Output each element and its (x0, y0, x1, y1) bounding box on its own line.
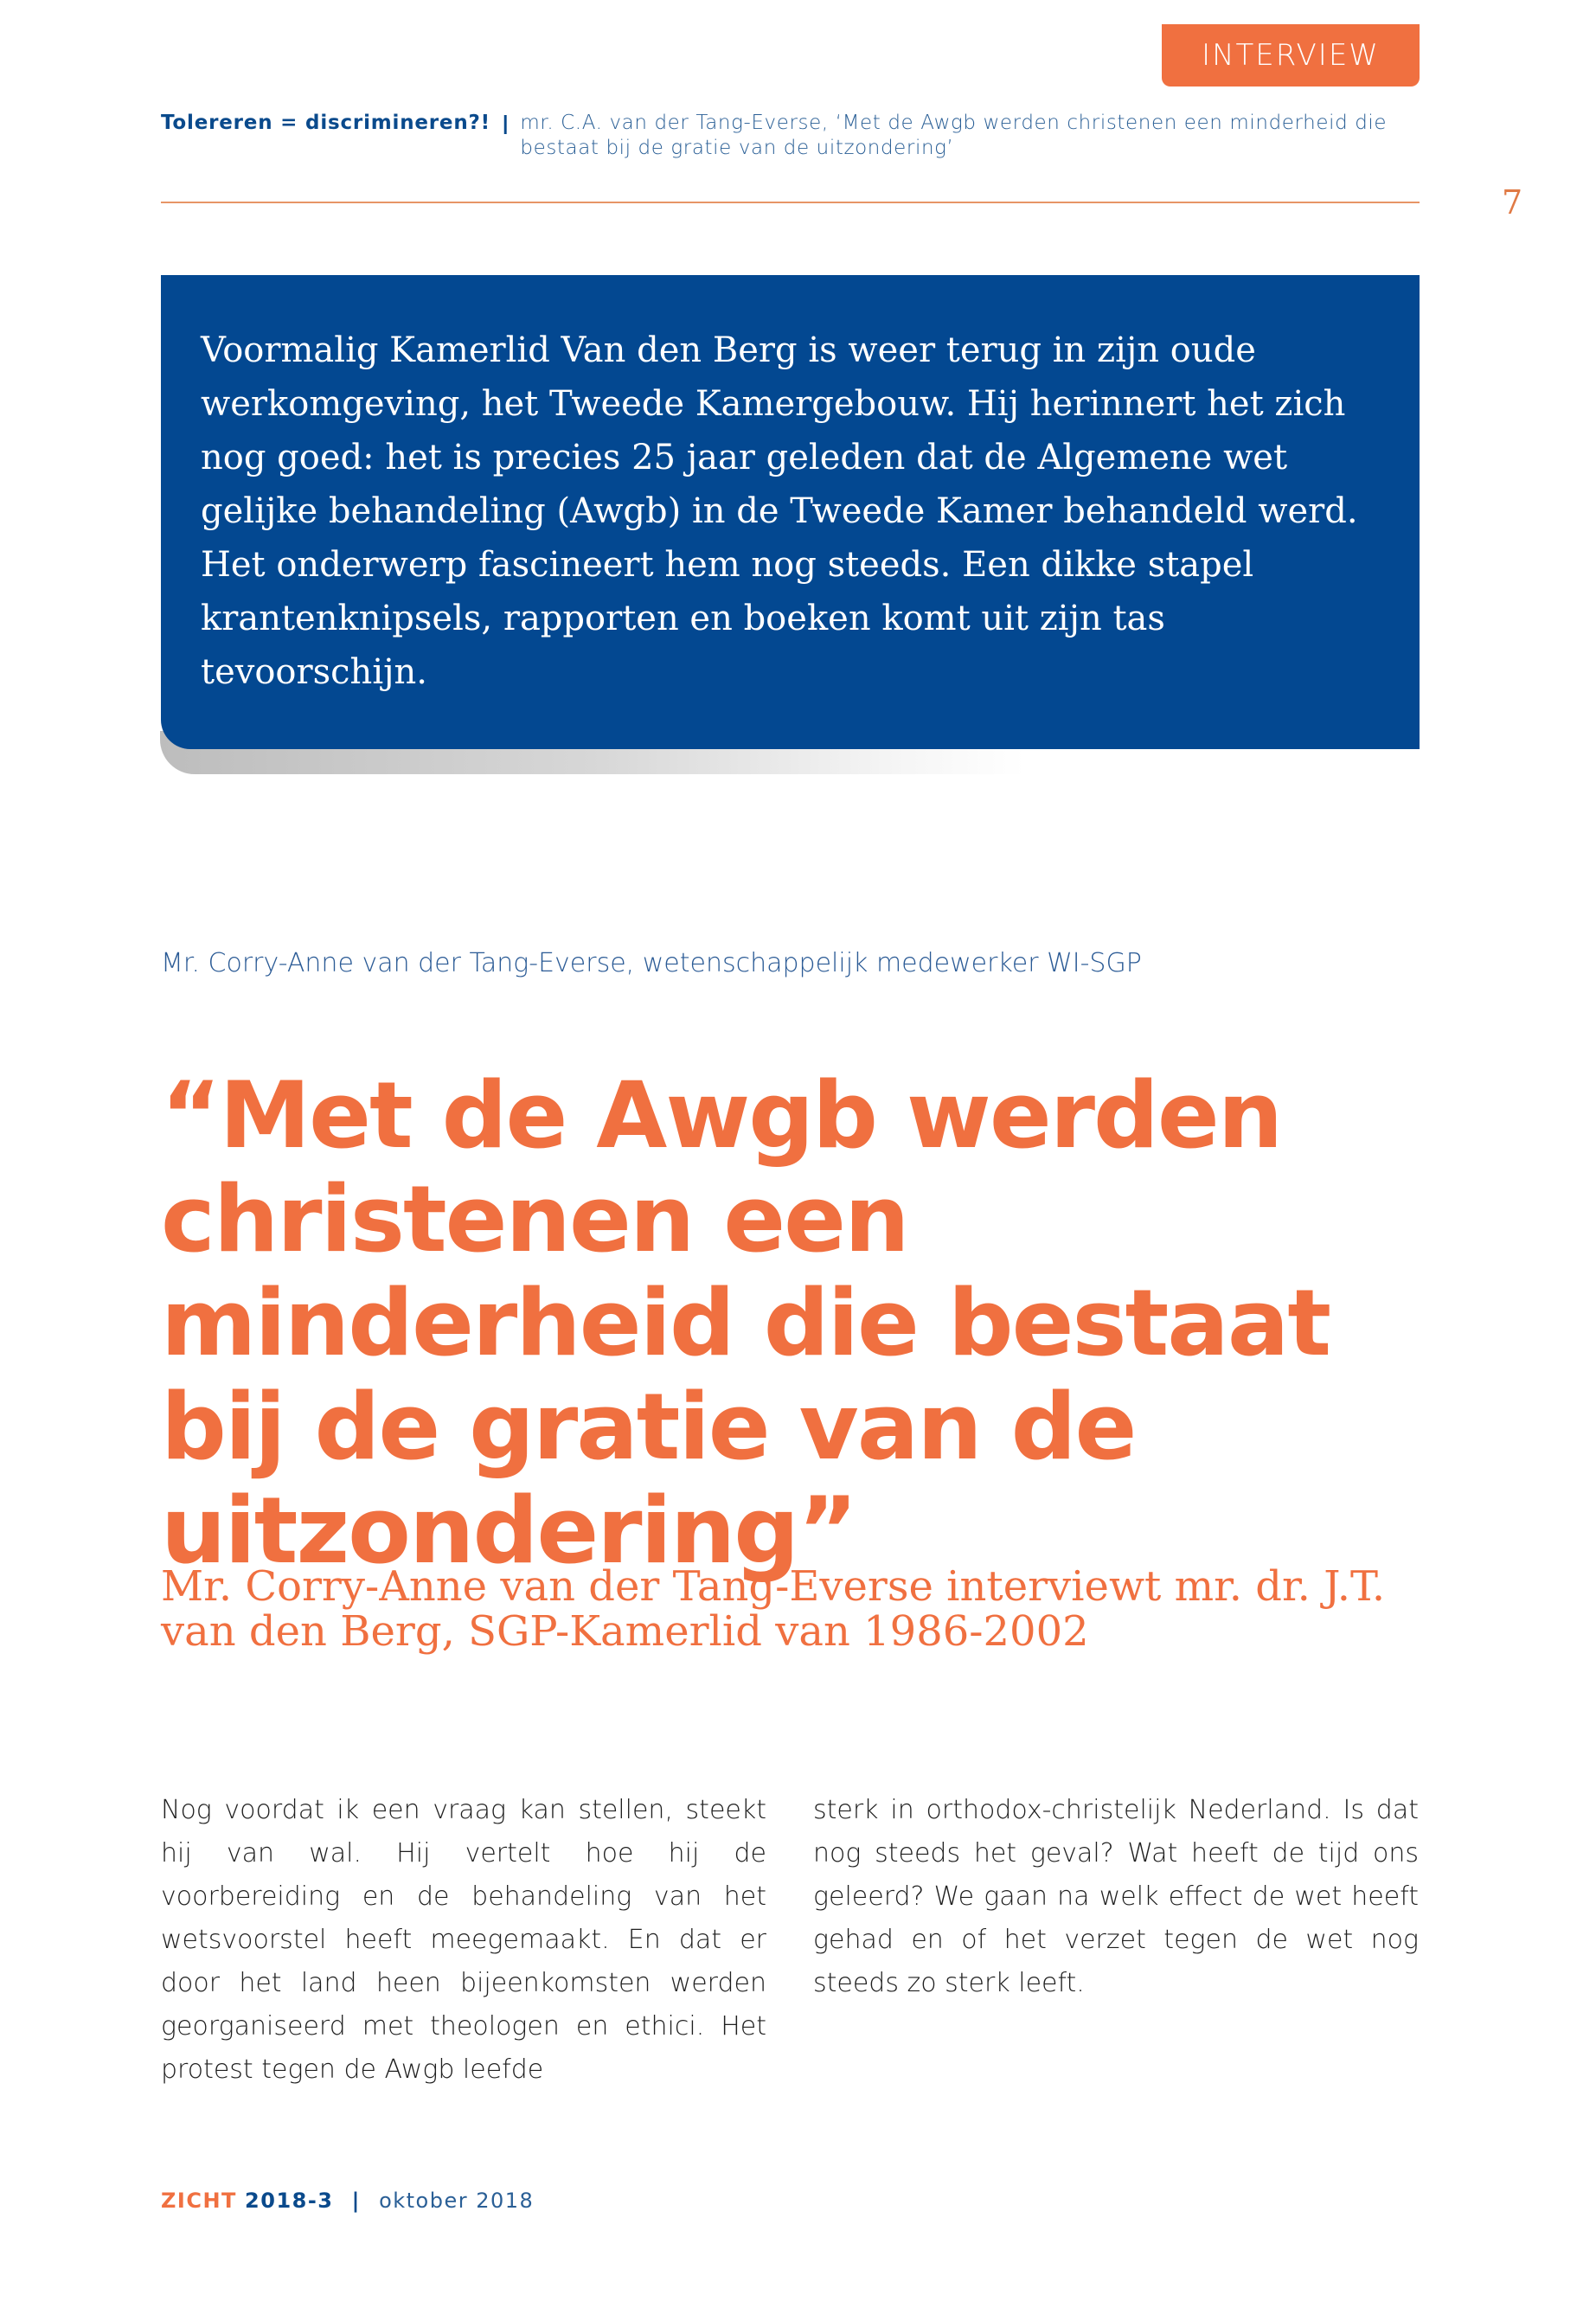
intro-text: Voormalig Kamerlid Van den Berg is weer terug in zijn oude werkomgeving, het Tweede Kamergebouw. Hij herinnert het zich nog goed: het is precies 25 jaar geleden dat de Algemene wet gelijke behandeling (Awgb) in de Tweede Kamer behandeld werd. Het onderwerp fascineert hem nog steeds. Een dikke stapel krantenknipsels, rapporten en boeken komt uit zijn tas tevoorschijn. (201, 330, 1358, 692)
header-rule (161, 202, 1420, 203)
byline: Mr. Corry-Anne van der Tang-Everse, wetenschappelijk medewerker WI-SGP (161, 948, 1142, 978)
footer (161, 2189, 534, 2213)
section-tab-label: INTERVIEW (1202, 38, 1380, 73)
article-reference: mr. C.A. van der Tang-Everse, ‘Met de Awgb werden christenen een minderheid die bestaat bij de gratie van de uitzondering’ (520, 112, 1388, 159)
footer-issue: 2018-3 (245, 2189, 334, 2213)
headline: “Met de Awgb werden christenen een minderheid die bestaat bij de gratie van de uitzondering” (161, 1062, 1330, 1584)
body-column-right: sterk in orthodox-christelijk Nederland. Is dat nog steeds het geval? Wat heeft de tijd ons geleerd? We gaan na welk effect de wet heeft gehad en of het verzet tegen de wet nog steeds zo sterk leeft. (813, 1795, 1419, 1998)
footer-date: oktober 2018 (379, 2189, 535, 2213)
running-head (161, 111, 1424, 161)
section-tab (1162, 24, 1420, 87)
series-title: Tolereren = discrimineren?! (161, 112, 490, 134)
body-column-left: Nog voordat ik een vraag kan stellen, steekt hij van wal. Hij vertelt hoe hij de voorbereiding en de behandeling van het wetsvoorstel heeft meegemaakt. En dat er door het land heen bijeenkomsten werden georganiseerd met theologen en ethici. Het protest tegen de Awgb leefde (161, 1795, 766, 2085)
subheadline: Mr. Corry-Anne van der Tang-Everse interviewt mr. dr. J.T. van den Berg, SGP-Kamerlid van 1986-2002 (161, 1562, 1386, 1656)
page-number: 7 (1502, 183, 1523, 221)
footer-brand: ZICHT (161, 2189, 237, 2213)
intro-box (161, 275, 1420, 749)
footer-separator: | (351, 2189, 361, 2213)
running-head-separator: | (502, 112, 509, 134)
